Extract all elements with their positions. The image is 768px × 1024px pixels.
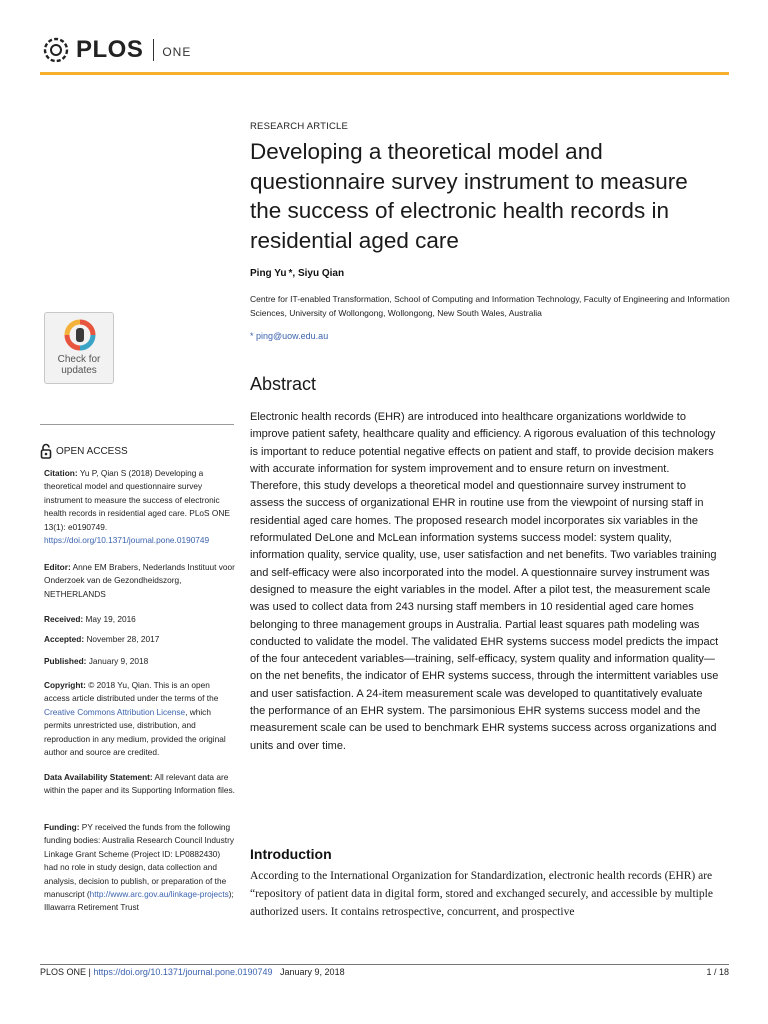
check-for-updates-badge[interactable] <box>44 312 114 384</box>
header-rule <box>40 72 729 75</box>
copyright-block: Copyright: © 2018 Yu, Qian. This is an open access article distributed under the terms of the Creative Commons Attribution License, which permits unrestricted use, distribution, and reproduction in any medium, provided the original author and source are credited. <box>44 680 226 758</box>
introduction-heading: Introduction <box>250 846 332 862</box>
check-for-updates-icon <box>64 319 96 351</box>
footer-date: January 9, 2018 <box>280 967 345 977</box>
citation-block: Citation: Yu P, Qian S (2018) Developing a theoretical model and questionnaire survey instrument to measure the success of electronic health records in residential aged care. PLoS ONE 13(1): e0190749. https://doi.org/10.1371/journal.pone.0190749 <box>44 468 230 546</box>
footer-doi-link[interactable]: https://doi.org/10.1371/journal.pone.0190749 <box>93 967 273 977</box>
plos-logo-icon <box>40 34 72 66</box>
affiliation: Centre for IT-enabled Transformation, School of Computing and Information Technology, Faculty of Engineering and Information Sciences, University of Wollongong, Wollongong, New South Wales, Australia <box>250 294 730 318</box>
open-access-lock-icon <box>40 443 52 459</box>
logo-divider <box>153 39 154 61</box>
check-for-updates-label: Check for updates <box>57 354 101 376</box>
open-access-label: OPEN ACCESS <box>40 443 128 459</box>
funding-block: Funding: PY received the funds from the following funding bodies: Australia Research Council Industry Linkage Grant Scheme (Project ID: LP0882430) had no role in study design, data collection and analysis, decision to publish, or preparation of the manuscript (http://www.arc.gov.au/linkage-projects); Illawarra Retirement Trust <box>44 822 235 913</box>
article-title: Developing a theoretical model and questionnaire survey instrument to measure the success of electronic health records in residential aged care <box>250 139 688 253</box>
license-link[interactable]: Creative Commons Attribution License <box>44 706 186 717</box>
abstract-text: Electronic health records (EHR) are introduced into healthcare organizations worldwide to improve patient safety, healthcare quality and efficiency. A rigorous evaluation of this technology is important to reduce potential negative effects on patient and staff, to provide decision makers with accurate information for system improvement and to ensure return on investment. Therefore, this study develops a theoretical model and questionnaire survey instrument to assess the success of organizational EHR in routine use from the viewpoint of nursing staff in residential aged care homes. The proposed research model incorporates six variables in the reformulated DeLone and McLean information systems success model: system quality, information quality, service quality, use, user satisfaction and net benefits. Two variables training and self-efficacy were also incorporated into the model. A questionnaire survey instrument was designed to measure the eight variables in the model. After a pilot test, the measurement scale was used to collect data from 243 nursing staff members in 10 residential aged care homes belonging to three management groups in Australia. Partial least squares path modeling was conducted to validate the model. The validated EHR systems success model predicts the impact of the four antecedent variables—training, self-efficacy, system quality and information quality—on the net benefits, the indicator of EHR systems success, through the intermittent variables use and user satisfaction. A 24-item measurement scale was developed to quantitatively evaluate the performance of an EHR system. The parsimonious EHR systems success model and the measurement scale can be used to benchmark EHR systems success across organizations and units and over time. <box>250 411 719 752</box>
corresponding-email-link[interactable]: * ping@uow.edu.au <box>250 331 329 341</box>
plos-one-logo[interactable] <box>40 32 191 68</box>
author-list: Ping Yu *, Siyu Qian <box>250 268 345 279</box>
citation-doi-link[interactable]: https://doi.org/10.1371/journal.pone.0190749 <box>44 535 210 546</box>
funding-link[interactable]: http://www.arc.gov.au/linkage-projects <box>89 889 229 900</box>
introduction-text: According to the International Organization for Standardization, electronic health records (EHR) are “repository of patient data in digital form, stored and exchanged securely, and accessible by multiple authorized users. It contains retrospective, concurrent, and prospective <box>250 870 713 918</box>
sidebar-divider <box>40 424 234 425</box>
accepted-date: Accepted: November 28, 2017 <box>44 634 160 644</box>
article-type: RESEARCH ARTICLE <box>250 121 349 132</box>
published-date: Published: January 9, 2018 <box>44 656 149 666</box>
data-availability-block: Data Availability Statement: All relevant data are within the paper and its Supporting Information files. <box>44 772 235 796</box>
page-footer: PLOS ONE | https://doi.org/10.1371/journal.pone.0190749 January 9, 2018 <box>40 967 345 977</box>
page-number: 1 / 18 <box>706 967 729 977</box>
received-date: Received: May 19, 2016 <box>44 614 136 624</box>
abstract-heading: Abstract <box>250 374 317 394</box>
logo-subtitle: ONE <box>162 44 192 59</box>
footer-rule <box>40 964 729 965</box>
editor-block: Editor: Anne EM Brabers, Nederlands Instituut voor Onderzoek van de Gezondheidszorg, NETHERLANDS <box>44 562 235 599</box>
logo-wordmark: PLOS <box>76 36 144 63</box>
